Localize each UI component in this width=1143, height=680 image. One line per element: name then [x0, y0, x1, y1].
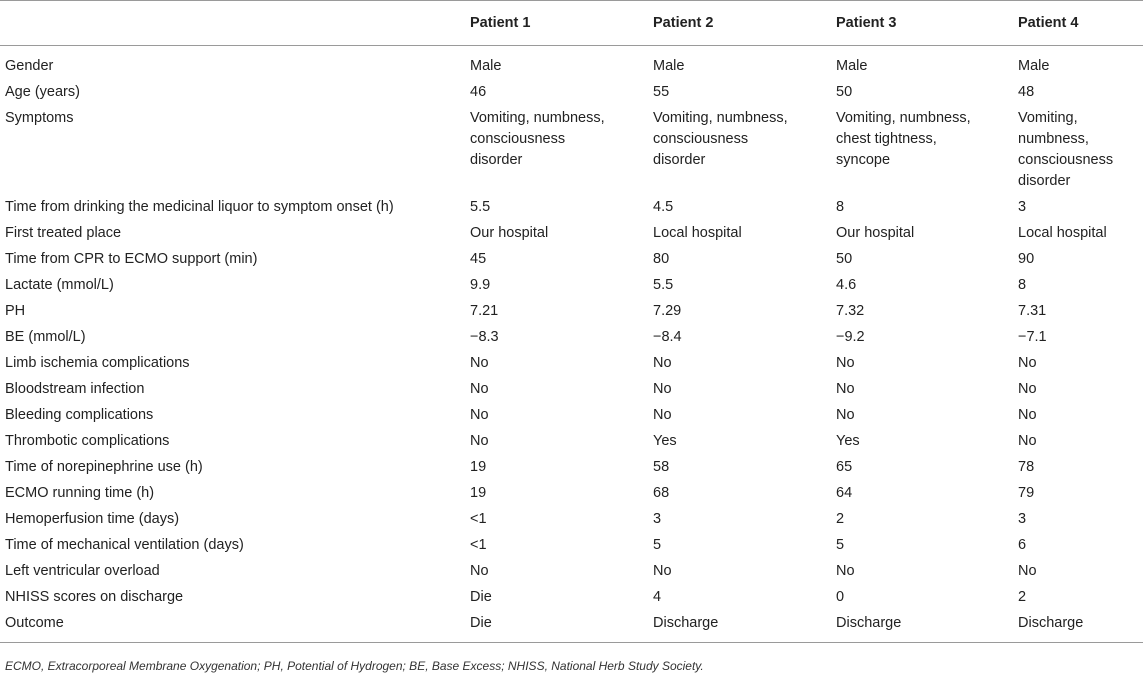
cell-patient-3: No	[836, 407, 855, 423]
cell-patient-4: 3	[1018, 199, 1027, 215]
cell-patient-2: −8.4	[653, 329, 682, 345]
row-label: Hemoperfusion time (days)	[5, 511, 180, 527]
symptoms-text: Vomiting, numbness, consciousness disorder	[470, 110, 605, 168]
cell-patient-2: No	[653, 563, 672, 579]
cell-patient-2	[648, 106, 831, 195]
cell-patient-3: No	[836, 563, 855, 579]
cell-patient-1: No	[470, 381, 489, 397]
cell-patient-4: 3	[1018, 511, 1027, 527]
header-cell-patient-1: Patient 1	[465, 1, 648, 46]
table-row	[0, 247, 1143, 273]
row-label: Left ventricular overload	[5, 563, 160, 579]
cell-patient-4: Male	[1018, 58, 1050, 74]
cell-patient-2: Male	[653, 58, 685, 74]
cell-patient-3: 7.32	[836, 303, 865, 319]
cell-patient-3: −9.2	[836, 329, 865, 345]
table-footnote: ECMO, Extracorporeal Membrane Oxygenation; PH, Potential of Hydrogen; BE, Base Excess; NHISS, National Herb Study Society.	[5, 659, 704, 673]
cell-patient-1: Our hospital	[470, 225, 549, 241]
cell-patient-1: <1	[470, 537, 487, 553]
cell-patient-1: Die	[470, 589, 492, 605]
cell-patient-1: 45	[470, 251, 487, 267]
cell-patient-2: 4.5	[653, 199, 674, 215]
table-row	[0, 351, 1143, 377]
symptoms-text: Vomiting, numbness, consciousness disorder	[653, 110, 788, 168]
row-label: Time from drinking the medicinal liquor to symptom onset (h)	[5, 199, 394, 215]
header-cell-patient-2: Patient 2	[648, 1, 831, 46]
cell-patient-1: No	[470, 563, 489, 579]
cell-patient-1	[465, 106, 648, 195]
cell-patient-1: 19	[470, 459, 487, 475]
row-label: Age (years)	[5, 84, 80, 100]
row-label: Time of norepinephrine use (h)	[5, 459, 203, 475]
table-row	[0, 80, 1143, 106]
cell-patient-1: No	[470, 407, 489, 423]
cell-patient-1: No	[470, 355, 489, 371]
table-row	[0, 585, 1143, 611]
cell-patient-4: No	[1018, 563, 1037, 579]
table-row	[0, 273, 1143, 299]
cell-patient-2: 80	[653, 251, 670, 267]
table-row	[0, 429, 1143, 455]
cell-patient-4: 78	[1018, 459, 1035, 475]
row-label: Time from CPR to ECMO support (min)	[5, 251, 258, 267]
cell-patient-1: <1	[470, 511, 487, 527]
row-label: Time of mechanical ventilation (days)	[5, 537, 244, 553]
row-label: Bleeding complications	[5, 407, 154, 423]
cell-patient-3: Discharge	[831, 611, 1013, 643]
table-row	[0, 611, 1143, 643]
cell-patient-4: 7.31	[1018, 303, 1047, 319]
table-row	[0, 106, 1143, 195]
cell-patient-3	[831, 106, 1013, 195]
cell-patient-3: No	[836, 381, 855, 397]
cell-patient-4: No	[1018, 381, 1037, 397]
cell-patient-1: Male	[470, 58, 502, 74]
table-row	[0, 455, 1143, 481]
row-label: First treated place	[5, 225, 122, 241]
row-label: NHISS scores on discharge	[5, 589, 184, 605]
cell-patient-2: Discharge	[648, 611, 831, 643]
cell-patient-4: 8	[1018, 277, 1027, 293]
row-label: Outcome	[0, 611, 465, 643]
row-label: Gender	[5, 58, 54, 74]
cell-patient-2: 7.29	[653, 303, 682, 319]
cell-patient-2: 5.5	[653, 277, 674, 293]
cell-patient-2: No	[653, 355, 672, 371]
table-row	[0, 507, 1143, 533]
cell-patient-4: Local hospital	[1018, 225, 1107, 241]
table-body	[0, 46, 1143, 643]
header-row	[0, 1, 1143, 46]
cell-patient-2: Yes	[653, 433, 677, 449]
cell-patient-4: 6	[1018, 537, 1027, 553]
cell-patient-2: 4	[653, 589, 662, 605]
table-row	[0, 559, 1143, 585]
cell-patient-4: No	[1018, 433, 1037, 449]
cell-patient-3: 5	[836, 537, 845, 553]
cell-patient-3: No	[836, 355, 855, 371]
cell-patient-4: Discharge	[1013, 611, 1143, 643]
table-row	[0, 325, 1143, 351]
cell-patient-4: 79	[1018, 485, 1035, 501]
header-cell-patient-4: Patient 4	[1013, 1, 1143, 46]
cell-patient-1: 19	[470, 485, 487, 501]
cell-patient-2: 68	[653, 485, 670, 501]
cell-patient-2: 5	[653, 537, 662, 553]
cell-patient-3: 0	[836, 589, 845, 605]
cell-patient-4	[1013, 106, 1143, 195]
cell-patient-2: 58	[653, 459, 670, 475]
cell-patient-3: 50	[836, 251, 853, 267]
cell-patient-4: 2	[1018, 589, 1027, 605]
symptoms-text: Vomiting, numbness, consciousness disorder	[1018, 110, 1114, 189]
cell-patient-2: 55	[653, 84, 670, 100]
cell-patient-2: 3	[653, 511, 662, 527]
row-label: Bloodstream infection	[5, 381, 145, 397]
table-row	[0, 377, 1143, 403]
row-label: Symptoms	[5, 110, 74, 126]
cell-patient-4: −7.1	[1018, 329, 1047, 345]
cell-patient-2: No	[653, 407, 672, 423]
table-row	[0, 533, 1143, 559]
cell-patient-3: 64	[836, 485, 853, 501]
table-row	[0, 481, 1143, 507]
cell-patient-4: 48	[1018, 84, 1035, 100]
row-label: PH	[5, 303, 26, 319]
row-label: BE (mmol/L)	[5, 329, 86, 345]
cell-patient-1: 7.21	[470, 303, 499, 319]
table-row	[0, 299, 1143, 325]
cell-patient-1: 9.9	[470, 277, 491, 293]
cell-patient-3: Male	[836, 58, 868, 74]
table-row	[0, 403, 1143, 429]
cell-patient-4: 90	[1018, 251, 1035, 267]
table-header	[0, 1, 1143, 46]
cell-patient-3: Yes	[836, 433, 860, 449]
table-row	[0, 46, 1143, 80]
row-label: Limb ischemia complications	[5, 355, 190, 371]
header-cell-patient-3: Patient 3	[831, 1, 1013, 46]
row-label: ECMO running time (h)	[5, 485, 155, 501]
table-row	[0, 195, 1143, 221]
cell-patient-3: 4.6	[836, 277, 857, 293]
cell-patient-3: 2	[836, 511, 845, 527]
cell-patient-1: −8.3	[470, 329, 499, 345]
cell-patient-3: 65	[836, 459, 853, 475]
cell-patient-1: 5.5	[470, 199, 491, 215]
cell-patient-1: Die	[465, 611, 648, 643]
table-row	[0, 221, 1143, 247]
header-cell-blank	[0, 1, 465, 46]
row-label: Thrombotic complications	[5, 433, 170, 449]
cell-patient-2: No	[653, 381, 672, 397]
symptoms-text: Vomiting, numbness, chest tightness, syncope	[836, 110, 971, 168]
cell-patient-1: No	[470, 433, 489, 449]
cell-patient-1: 46	[470, 84, 487, 100]
row-label: Lactate (mmol/L)	[5, 277, 114, 293]
cell-patient-4: No	[1018, 355, 1037, 371]
cell-patient-2: Local hospital	[653, 225, 742, 241]
cell-patient-4: No	[1018, 407, 1037, 423]
cell-patient-3: Our hospital	[836, 225, 915, 241]
cell-patient-3: 8	[836, 199, 845, 215]
cell-patient-3: 50	[836, 84, 853, 100]
